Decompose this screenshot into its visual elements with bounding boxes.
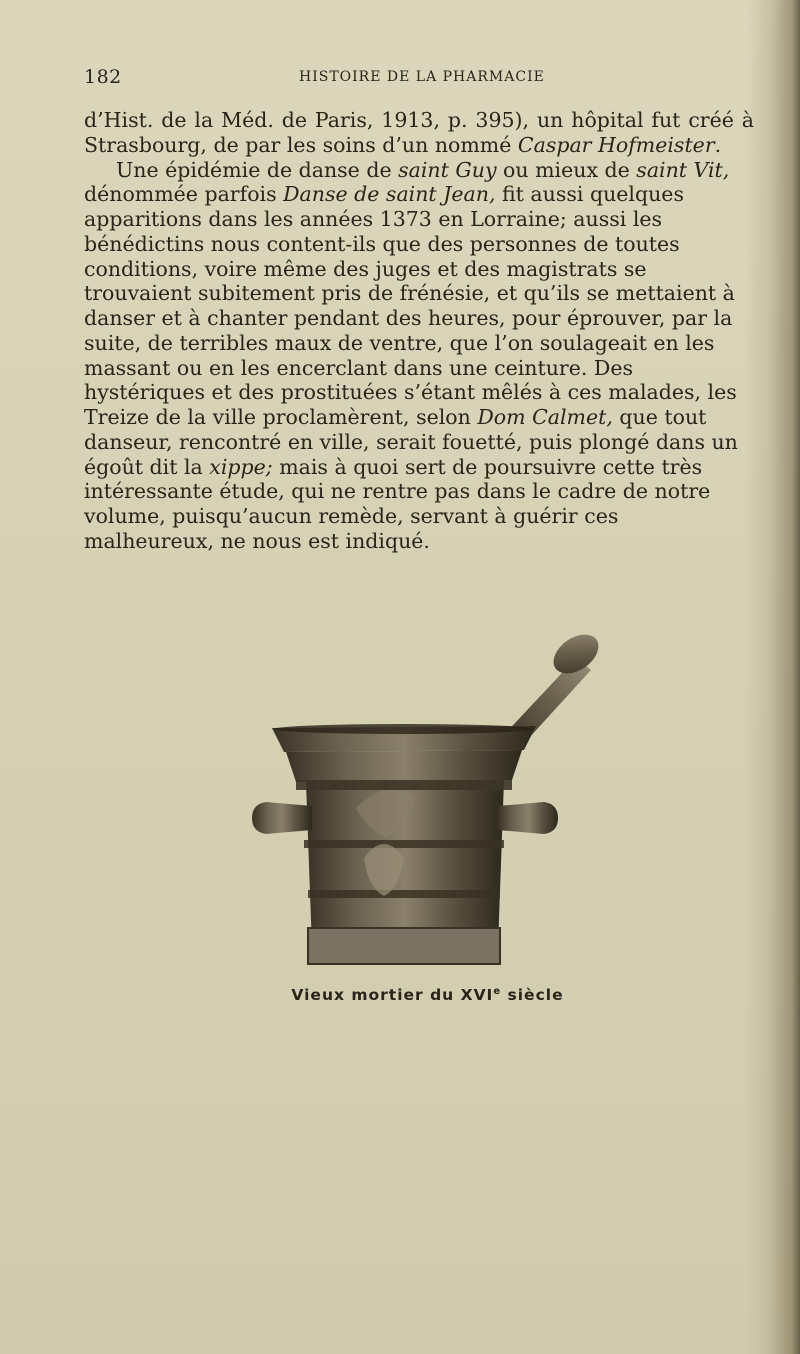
paragraph-2: [84, 158, 754, 554]
paragraph-2-text-6: mais à quoi sert de poursuivre cette très intéressante étude, qui ne rentre pas dans le cadre de notre volume, puisqu’aucun remède, servant à guérir ces malheureux, ne nous est indiqué.: [84, 454, 711, 553]
mortar-illustration: [246, 628, 606, 968]
name-caspar-hofmeister: Caspar Hofmeister: [517, 132, 715, 157]
figure-caption: [0, 986, 800, 1004]
right-handle: [498, 802, 558, 834]
mortar-base: [308, 928, 500, 964]
italic-danse-saint-jean: Danse de saint Jean,: [283, 182, 496, 207]
caption-superscript: e: [493, 986, 502, 997]
running-title: HISTOIRE DE LA PHARMACIE: [299, 69, 545, 85]
paragraph-1-text: d’Hist. de la Méd. de Paris, 1913, p. 395), un hôpital fut créé à Strasbourg, de par les soins d’un nommé: [84, 108, 754, 157]
italic-saint-vit: saint Vit,: [636, 157, 730, 182]
paragraph-2-text-2: ou mieux de: [496, 157, 637, 182]
caption-text-end: siècle: [501, 986, 564, 1005]
paragraph-2-text-5: que tout danseur, rencontré en ville, serait fouetté, puis plongé dans un égoût dit la: [84, 405, 738, 479]
paragraph-2-text-1: Une épidémie de danse de: [116, 157, 399, 182]
paragraph-2-text-4: fit aussi quelques apparitions dans les années 1373 en Lorraine; aussi les bénédictins nous content-ils que des personnes de toutes conditions, voire même des juges et des magistrats se trouvaient subitement pris de frénésie, et qu’ils se mettaient à danser et à chanter pendant des heures, pour éprouver, par la suite, de terribles maux de ventre, que l’on soulageait en les massant ou en les encerclant dans une ceinture. Des hystériques et des prostituées s’étant mêlés à ces malades, les Treize de la ville proclamèrent, selon: [84, 182, 737, 429]
left-handle: [252, 802, 312, 834]
italic-dom-calmet: Dom Calmet,: [477, 405, 613, 429]
italic-saint-guy: saint Guy: [398, 157, 497, 182]
paragraph-2-text-3: dénommée parfois: [84, 182, 284, 207]
paragraph-1: [84, 108, 754, 158]
italic-xippe: xippe;: [209, 454, 273, 479]
body-text: [84, 108, 754, 554]
paragraph-1-end: .: [714, 132, 722, 157]
page-number: 182: [84, 66, 122, 88]
mortar-and-pestle-image: [246, 628, 606, 968]
page-header: [84, 66, 754, 92]
caption-text: Vieux mortier du XVI: [291, 986, 494, 1005]
